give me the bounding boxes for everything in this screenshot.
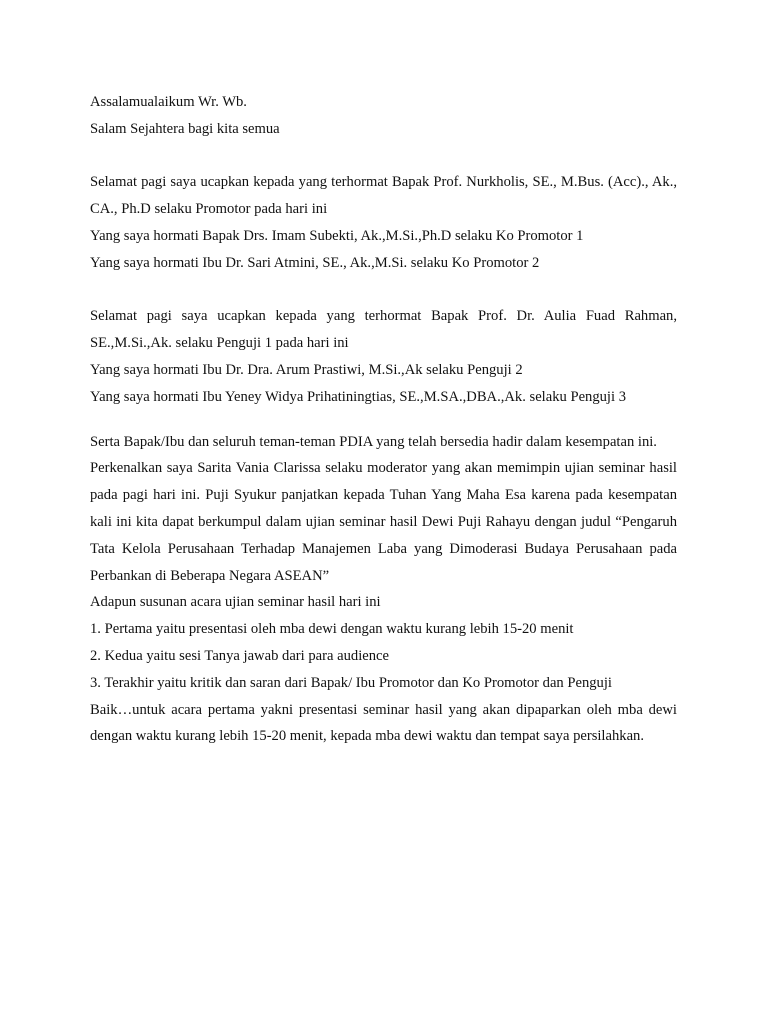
agenda-intro: Adapun susunan acara ujian seminar hasil hari ini (90, 594, 381, 611)
audience-paragraph: Serta Bapak/Ibu dan seluruh teman-teman PDIA yang telah bersedia hadir dalam kesempatan ini. (90, 433, 657, 450)
introduction-paragraph: Perkenalkan saya Sarita Vania Clarissa selaku moderator yang akan memimpin ujian seminar hasil pada pagi hari ini. Puji Syukur panjatkan kepada Tuhan Yang Maha Esa karena pada kesempatan kali ini kita dapat berkumpul dalam ujian seminar hasil Dewi Puji Rahayu dengan judul “Pengaruh Tata Kelola Perusahaan Terhadap Manajemen Laba yang Dimoderasi Budaya Perusahaan pada Perbankan di Beberapa Negara ASEAN” (90, 460, 677, 584)
examiner-salutations (90, 303, 677, 410)
agenda-item: 3. Terakhir yaitu kritik dan saran dari Bapak/ Ibu Promotor dan Ko Promotor dan Penguji (90, 674, 612, 691)
salutation-paragraph: Yang saya hormati Ibu Dr. Dra. Arum Prastiwi, M.Si.,Ak selaku Penguji 2 (90, 361, 523, 378)
agenda-item: 2. Kedua yaitu sesi Tanya jawab dari para audience (90, 647, 389, 664)
salutation-paragraph: Selamat pagi saya ucapkan kepada yang terhormat Bapak Prof. Nurkholis, SE., M.Bus. (Acc)., Ak., CA., Ph.D selaku Promotor pada hari ini (90, 174, 677, 218)
greeting-line: Salam Sejahtera bagi kita semua (90, 120, 280, 137)
promotor-salutations (90, 169, 677, 276)
greeting-block (90, 89, 677, 143)
salutation-paragraph: Yang saya hormati Ibu Dr. Sari Atmini, SE., Ak.,M.Si. selaku Ko Promotor 2 (90, 254, 540, 271)
greeting-line: Assalamualaikum Wr. Wb. (90, 94, 247, 110)
salutation-paragraph: Yang saya hormati Bapak Drs. Imam Subekti, Ak.,M.Si.,Ph.D selaku Ko Promotor 1 (90, 227, 584, 244)
document-page (90, 89, 677, 750)
closing-paragraph: Baik…untuk acara pertama yakni presentasi seminar hasil yang akan dipaparkan oleh mba dewi dengan waktu kurang lebih 15-20 menit, kepada mba dewi waktu dan tempat saya persilahkan. (90, 701, 677, 745)
body-section (90, 429, 677, 751)
agenda-item: 1. Pertama yaitu presentasi oleh mba dewi dengan waktu kurang lebih 15-20 menit (90, 621, 574, 638)
salutation-paragraph: Selamat pagi saya ucapkan kepada yang terhormat Bapak Prof. Dr. Aulia Fuad Rahman, SE.,M.Si.,Ak. selaku Penguji 1 pada hari ini (90, 308, 677, 352)
salutation-paragraph: Yang saya hormati Ibu Yeney Widya Prihatiningtias, SE.,M.SA.,DBA.,Ak. selaku Penguji 3 (90, 388, 626, 405)
